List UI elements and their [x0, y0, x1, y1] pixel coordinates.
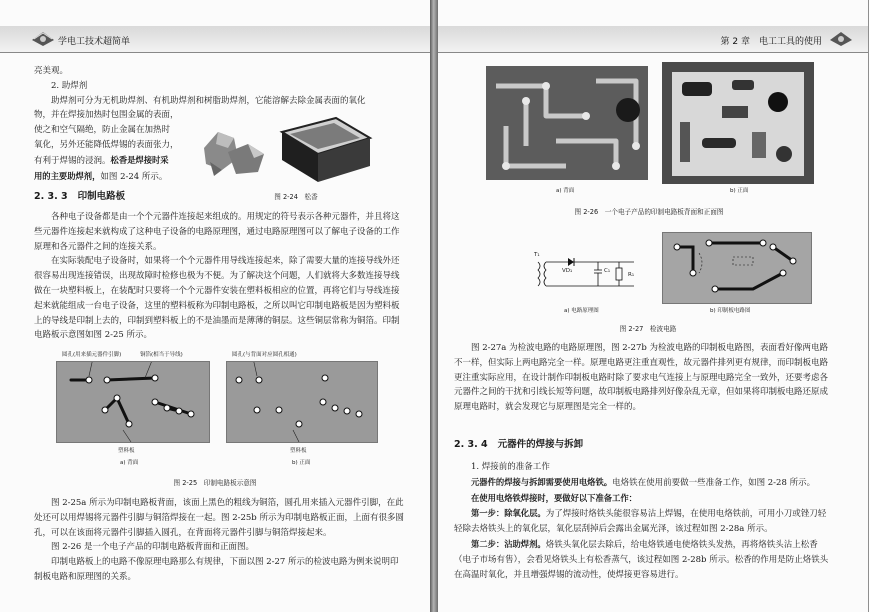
right-page	[438, 0, 868, 612]
pcb-front-photo	[662, 62, 814, 184]
subfigure-label: b) 印制板电路图	[710, 308, 751, 314]
board-label: 塑料板	[290, 448, 307, 454]
bold-text: 松香是焊接时采	[110, 154, 169, 165]
text-line: 有利于焊锡的浸润。松香是焊接时采	[34, 154, 169, 166]
text-paragraph: 印制电路板上的电路不像原理电路那么有规律，下面以图 2-27 所示的检波电路为例来说明印制板电路和原理图的关系。	[34, 557, 399, 582]
text-line: 氧化，另外还能降低焊锡的表面张力，	[34, 139, 179, 150]
bold-text: 第一步：除氧化层。	[471, 508, 546, 519]
annotation-label: 铜箔(相当于导线)	[140, 352, 183, 358]
chapter-title: 第 2 章 电工工具的使用	[720, 37, 822, 47]
book-gutter	[430, 0, 438, 612]
figure-caption: 图 2-26 一个电子产品的印制电路板背面和正面图	[574, 208, 724, 216]
pcb-circuit-diagram	[662, 232, 812, 304]
list-heading: 1. 焊接前的准备工作	[471, 462, 550, 472]
bold-text: 第二步：沾助焊剂。	[471, 538, 546, 549]
bold-text: 在使用电烙铁焊接时，要做好以下准备工作：	[471, 492, 637, 503]
text-line: 物，并在焊接加热时包围金属的表面，	[34, 110, 179, 121]
book-logo-icon	[828, 26, 854, 48]
text-paragraph: 亮美观。	[34, 66, 69, 76]
book-logo-icon	[30, 26, 56, 48]
left-page	[0, 0, 430, 612]
component-label: R₁	[628, 272, 635, 278]
pcb-intro-text	[34, 210, 404, 343]
text-paragraph: 第一步：除氧化层。为了焊接时烙铁头能很容易沾上焊锡，在使用电烙铁前，可用小刀或锉刀轻轻除去烙铁头上的氧化层，氧化层刮掉后会露出金属光泽，该过程如图 2-28a 所示。	[454, 508, 827, 535]
annotation-label: 圆孔(与背面对应圆孔相通)	[232, 352, 297, 358]
text-line: 使之和空气隔绝，防止金属在加热时	[34, 125, 171, 136]
soldering-prep-text	[454, 460, 834, 582]
subfigure-label: b) 正面	[730, 188, 749, 194]
bold-text: 用的主要助焊剂，	[34, 170, 101, 181]
list-heading: 2. 助焊剂	[51, 80, 88, 91]
component-label: T₁	[534, 252, 540, 258]
subfigure-label: a) 背面	[556, 188, 575, 194]
text-paragraph: 图 2-25a 所示为印制电路板背面，该面上黑色的粗线为铜箔，圆孔用来插入元器件引脚，在此处还可以用焊锡将元器件引脚与铜箔焊接在一起。图 2-25b 所示为印制电路板正面，上面有很多圆孔，可以在该面将元器件引脚插入圆孔，在背面将元器件引脚与铜箔焊接起来。	[34, 498, 404, 538]
text-paragraph: 图 2-27a 为检波电路的电路原理图，图 2-27b 为检波电路的印制板电路图，表面看好像两电路不一样，但实际上两电路完全一样。原理电路更注重直观性，故元器件排列更有规律，而印制板电路更注重实际应用，在设计制作印制板电路时除了要求电气连接上与原理电路完全一致外，还要考虑各元器件之间的干扰和引线长短等问题，故印制板电路排列好像杂乱无章，但如果将印制板电路还原成原理电路时，就会发现它与原理图是完全一样的。	[454, 343, 829, 413]
section-heading: 2. 3. 4 元器件的焊接与拆卸	[454, 439, 584, 450]
text-paragraph: 图 2-26 是一个电子产品的印制电路板背面和正面图。	[51, 542, 255, 553]
circuit-explanation-text	[454, 341, 834, 415]
subfigure-label: a) 电路原理图	[564, 308, 599, 314]
rosin-box-image	[278, 112, 374, 186]
text-line: 助焊剂可分为无机助焊剂、有机助焊剂和树脂助焊剂，它能溶解去除金属表面的氧化	[51, 95, 366, 106]
section-heading: 2. 3. 3 印制电路板	[34, 191, 126, 202]
text-paragraph: 在实际装配电子设备时，如果将一个个元器件用导线连接起来，除了需要大量的连接导线外还很容易出现连接错误，出现故障时检修也极为不便。为了解决这个问题，人们就将大多数连接导线做在一块塑料板上，在装配时只要将一个个元器件安装在塑料板相应的位置，再将它们与导线连接起来就能组成一台电子设备，这里的塑料板称为印制电路板，之所以叫它印制电路板是因为塑料板上的导线是印制上去的，印制到塑料板上的不是油墨而是薄薄的铜层。这些铜层常称为铜箔。印制电路板示意图如图 2-25 所示。	[34, 256, 400, 341]
annotation-label: 圆孔(用来插元器件引脚)	[62, 352, 122, 358]
pcb-explanation-text	[34, 496, 404, 585]
text-paragraph: 各种电子设备都是由一个个元器件连接起来组成的。用规定的符号表示各种元器件，并且将这些元器件连接起来就构成了这种电子设备的电路原理图，通过电路原理图可以了解电子设备的工作原理和各元器件之间的连接关系。	[34, 212, 400, 252]
figure-caption: 图 2-27 检波电路	[619, 325, 677, 333]
figure-caption: 图 2-25 印制电路板示意图	[173, 479, 257, 487]
text-line: 用的主要助焊剂，如图 2-24 所示。	[34, 170, 168, 182]
subfigure-label: b) 正面	[292, 460, 311, 466]
pcb-front-diagram	[226, 361, 378, 443]
schematic-diagram	[534, 256, 642, 296]
pcb-back-photo	[486, 66, 648, 180]
text-paragraph: 第二步：沾助焊剂。烙铁头氧化层去除后，给电烙铁通电使烙铁头发热，再将烙铁头沾上松香（电子市场有售），会看见烙铁头上有松香蒸气，该过程如图 2-28b 所示。松香的作用是防止烙铁头在高温时氧化，并且增强焊锡的流动性，使焊接更容易进行。	[454, 538, 829, 580]
book-title: 学电工技术超简单	[58, 37, 131, 47]
component-label: VD₁	[562, 268, 573, 274]
rosin-chunks-image	[198, 118, 270, 180]
text-paragraph	[454, 491, 834, 507]
board-label: 塑料板	[118, 448, 135, 454]
component-label: C₁	[604, 268, 611, 274]
bold-text: 元器件的焊接与拆卸需要使用电烙铁。	[471, 476, 613, 487]
subfigure-label: a) 背面	[120, 460, 139, 466]
text-paragraph: 元器件的焊接与拆卸需要使用电烙铁。电烙铁在使用前要做一些准备工作，如图 2-28 所示。	[471, 476, 816, 488]
pcb-back-diagram	[56, 361, 210, 443]
figure-caption: 图 2-24 松香	[274, 193, 318, 201]
